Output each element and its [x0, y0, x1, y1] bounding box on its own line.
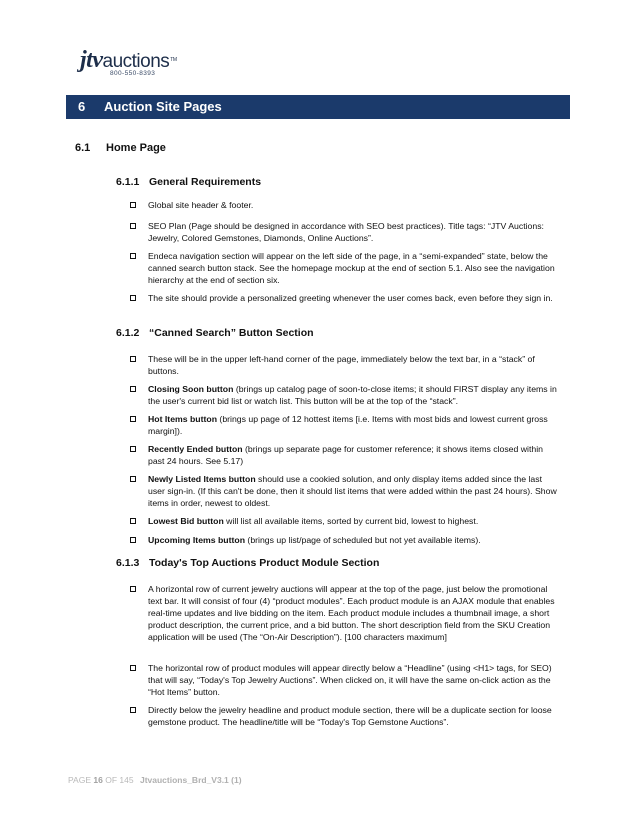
heading-6-1-1 [116, 176, 261, 188]
logo-auctions: auctions [102, 51, 170, 72]
list-item-text: The site should provide a personalized greeting whenever the user comes back, even before they sign in. [148, 293, 553, 303]
list-item-text: Global site header & footer. [148, 200, 254, 210]
logo-phone: 800-550-8393 [110, 70, 156, 77]
checkbox-bullet-icon [130, 202, 136, 208]
heading-title: Today's Top Auctions Product Module Section [149, 557, 380, 569]
checkbox-bullet-icon [130, 586, 136, 592]
heading-title: General Requirements [149, 176, 262, 188]
subsection-heading [75, 142, 166, 154]
checkbox-bullet-icon [130, 518, 136, 524]
list-item-text: Endeca navigation section will appear on the left side of the page, in a “semi-expanded” state, below the canned search button stack. See the homepage mockup at the end of section 5.1. Also see the navigation hierarchy at the end of section six. [148, 251, 555, 286]
checkbox-bullet-icon [130, 356, 136, 362]
checkbox-bullet-icon [130, 537, 136, 543]
section-number: 6 [78, 99, 86, 114]
heading-6-1-3 [116, 557, 379, 569]
list-item-text: These will be in the upper left-hand corner of the page, immediately below the text bar, in a “stack” of buttons. [148, 354, 535, 377]
list-item-text: Lowest Bid button will list all available items, sorted by current bid, lowest to highest. [148, 516, 479, 526]
checkbox-bullet-icon [130, 707, 136, 713]
logo-trademark: TM [170, 57, 177, 63]
checkbox-bullet-icon [130, 416, 136, 422]
checkbox-bullet-icon [130, 476, 136, 482]
list-item-text: Recently Ended button (brings up separate page for customer reference; it shows items closed within past 24 hours. See 5.17) [148, 444, 543, 467]
footer-page-label: PAGE [68, 775, 91, 785]
list-item-text: Upcoming Items button (brings up list/page of scheduled but not yet available items). [148, 535, 481, 545]
list-item-text: Hot Items button (brings up page of 12 hottest items [i.e. Items with most bids and lowest current gross margin]). [148, 414, 548, 437]
heading-number: 6.1.2 [116, 327, 140, 339]
checkbox-bullet-icon [130, 295, 136, 301]
heading-number: 6.1.3 [116, 557, 140, 569]
list-item-text: A horizontal row of current jewelry auctions will appear at the top of the page, just below the promotional text bar. It will consist of four (4) “product modules”. Each product module is an AJAX module that enables real-time updates and live bidding on the item. Each product module includes a thumbnail image, a short product description, the current price, and a bid button. The short description field from the SKU Creation application will be used (The “On-Air Description”). [100 characters maximum] [148, 584, 555, 643]
list-item-text: Directly below the jewelry headline and product module section, there will be a duplicate section for loose gemstone product. The headline/title will be “Today's Top Gemstone Auctions”. [148, 705, 552, 728]
checkbox-bullet-icon [130, 446, 136, 452]
footer-page-number: 16 [93, 775, 103, 785]
list-item-text: Closing Soon button (brings up catalog page of soon-to-close items; it should FIRST display any items in the user's current bid list or watch list. This button will be at the top of the “stack”. [148, 384, 557, 407]
logo-jtv: jtv [80, 47, 103, 73]
heading-6-1-2 [116, 327, 314, 339]
checkbox-bullet-icon [130, 665, 136, 671]
heading-number: 6.1.1 [116, 176, 140, 188]
list-item-text: Newly Listed Items button should use a cookied solution, and only display items added since the last user sign-in. (If this can't be done, then it should list items that were added within the past 24 hours). Show items in order, newest to oldest. [148, 474, 557, 509]
heading-title: “Canned Search” Button Section [149, 327, 314, 339]
page-footer [68, 775, 242, 785]
footer-page-total: 145 [119, 775, 134, 785]
list-item-text: The horizontal row of product modules will appear directly below a “Headline” (using <H1> tags, for SEO) that will say, “Today's Top Jewelry Auctions”. When clicked on, it will have the same on-click action as the “Hot Items” button. [148, 663, 552, 698]
checkbox-bullet-icon [130, 386, 136, 392]
checkbox-bullet-icon [130, 223, 136, 229]
subsection-title: Home Page [106, 142, 166, 154]
footer-of-label: OF [105, 775, 118, 785]
section-heading-bar [66, 95, 570, 119]
jtv-logo [80, 48, 230, 88]
checkbox-bullet-icon [130, 253, 136, 259]
section-title: Auction Site Pages [104, 99, 222, 114]
footer-document-name: Jtvauctions_Brd_V3.1 (1) [139, 775, 242, 785]
list-item-text: SEO Plan (Page should be designed in accordance with SEO best practices). Title tags: “JTV Auctions: Jewelry, Colored Gemstones, Diamonds, Online Auctions”. [148, 221, 544, 244]
subsection-number: 6.1 [75, 142, 91, 154]
